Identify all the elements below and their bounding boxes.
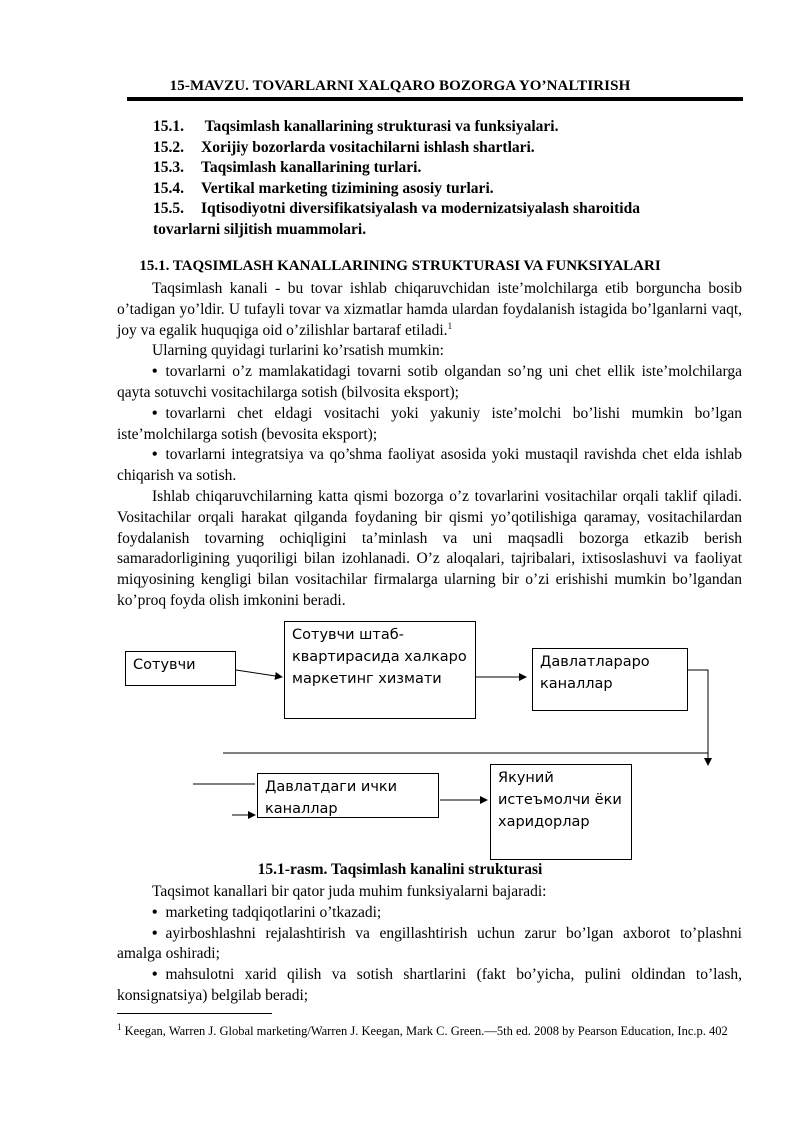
outline-number: 15.2.	[153, 138, 184, 156]
bullet-icon	[152, 363, 165, 380]
outline-item	[153, 199, 748, 220]
footnote-mark[interactable]: 1	[447, 320, 453, 331]
bullet-item	[117, 445, 742, 487]
paragraph	[117, 279, 742, 341]
outline-number: 15.1.	[153, 118, 184, 135]
intl-channels-box: Давлатлараро каналлар	[532, 648, 688, 711]
paragraph-text: Taqsimlash kanali - bu tovar ishlab chiqaruvchidan iste’molchilarga etib borguncha bosib o’tadigan yo’ldir. U tufayli tovar va xizmatlar hamda ulardan foydalanish istagida bo’lganlarni vaqt, joy va egalik huquqiga oid o’zilishlar bartaraf etiladi.	[117, 280, 742, 339]
figure-caption: 15.1-rasm. Taqsimlash kanalini strukturasi	[257, 861, 543, 878]
outline-text: Taqsimlash kanallarining turlari.	[201, 159, 422, 176]
footnote	[117, 1021, 737, 1041]
bullet-icon	[152, 405, 165, 422]
bullet-item	[117, 924, 742, 966]
bullet-icon	[152, 966, 165, 983]
section-heading: 15.1. TAQSIMLASH KANALLARINING STRUKTURASI VA FUNKSIYALARI	[139, 258, 661, 274]
bullet-text: mahsulotni xarid qilish va sotish shartlarini (fakt bo’yicha, pulini oldindan to’lash, konsignatsiya) belgilab beradi;	[117, 966, 742, 1004]
outline-item	[153, 138, 748, 159]
connector-intl-down	[688, 670, 708, 765]
outline-item	[153, 117, 748, 138]
bullet-item	[117, 903, 742, 924]
outline-text: Taqsimlash kanallarining strukturasi va funksiyalari.	[201, 118, 559, 135]
bullet-item	[117, 965, 742, 1007]
footnote-text: Keegan, Warren J. Global marketing/Warren J. Keegan, Mark C. Green.—5th ed. 2008 by Pearson Education, Inc.p. 402	[124, 1024, 728, 1038]
bullet-icon	[152, 904, 165, 921]
outline-continuation: tovarlarni siljitish muammolari.	[153, 220, 367, 238]
bullet-item	[117, 404, 742, 446]
body-text-bottom	[117, 882, 742, 1007]
bullet-icon	[152, 925, 165, 942]
arrow-seller-to-hq	[236, 670, 282, 677]
hq-marketing-box: Сотувчи штаб-квартирасида халкаро маркетинг хизмати	[284, 621, 476, 719]
outline-text: Xorijiy bozorlarda vositachilarni ishlash shartlari.	[201, 138, 535, 156]
domestic-channels-box: Давлатдаги ички каналлар	[257, 773, 439, 818]
final-consumer-box: Якуний истеъмолчи ёки харидорлар	[490, 764, 632, 860]
paragraph: Taqsimot kanallari bir qator juda muhim funksiyalarni bajaradi:	[152, 883, 547, 900]
bullet-text: tovarlarni integratsiya va qo’shma faoliyat asosida yoki mustaqil ravishda chet elda ishlab chiqarish va sotish.	[117, 446, 742, 485]
outline-number: 15.3.	[153, 159, 184, 176]
bullet-icon	[152, 446, 165, 463]
paragraph: Ishlab chiqaruvchilarning katta qismi bozorga o’z tovarlarini vositachilar orqali taklif qiladi. Vositachilar orqali harakat qilganda foydaning bir qismi yo’qotilishiga qaramay, vositachilardan foydalanish tovarning ochiqligini ta’minlash va uni maqsadli bozorga etkazib berish samaradorligining yuqoriligi bilan izohlanadi. O’z aloqalari, tajribalari, ixtisoslashuvi va faoliyat miqyosining kengligi bilan vositachilar firmalarga ularning bir o’zi erishishi mumkin bo’lgandan ko’proq foyda olish imkonini beradi.	[117, 487, 742, 609]
bullet-text: marketing tadqiqotlarini o’tkazadi;	[165, 903, 382, 921]
outline-number: 15.4.	[153, 179, 184, 197]
topic-outline	[153, 117, 748, 240]
footnote-mark: 1	[117, 1021, 122, 1032]
body-text-top	[117, 279, 742, 612]
page-title: 15-MAVZU. TOVARLARNI XALQARO BOZORGA YO’NALTIRISH	[169, 78, 631, 94]
footnote-rule	[117, 1013, 272, 1014]
outline-text: Vertikal marketing tizimining asosiy turlari.	[201, 179, 494, 197]
paragraph: Ularning quyidagi turlarini ko’rsatish mumkin:	[152, 342, 444, 360]
seller-box: Сотувчи	[125, 651, 236, 686]
outline-item	[153, 179, 748, 200]
header-rule	[127, 97, 743, 101]
bullet-text: tovarlarni chet eldagi vositachi yoki yakuniy iste’molchi bo’lishi mumkin bo’lgan iste’molchilarga sotish (bevosita eksport);	[117, 404, 742, 443]
outline-text: Iqtisodiyotni diversifikatsiyalash va modernizatsiyalash sharoitida	[201, 200, 640, 217]
bullet-item	[117, 362, 742, 404]
bullet-text: tovarlarni o’z mamlakatidagi tovarni sotib olgandan so’ng uni chet ellik iste’molchilarga qayta sotuvchi vositachilarga sotish (bilvosita eksport);	[117, 363, 742, 401]
outline-item	[153, 158, 748, 179]
bullet-text: ayirboshlashni rejalashtirish va engillashtirish uchun zarur bo’lgan axborot to’plashni amalga oshiradi;	[117, 924, 742, 963]
outline-number: 15.5.	[153, 200, 184, 217]
